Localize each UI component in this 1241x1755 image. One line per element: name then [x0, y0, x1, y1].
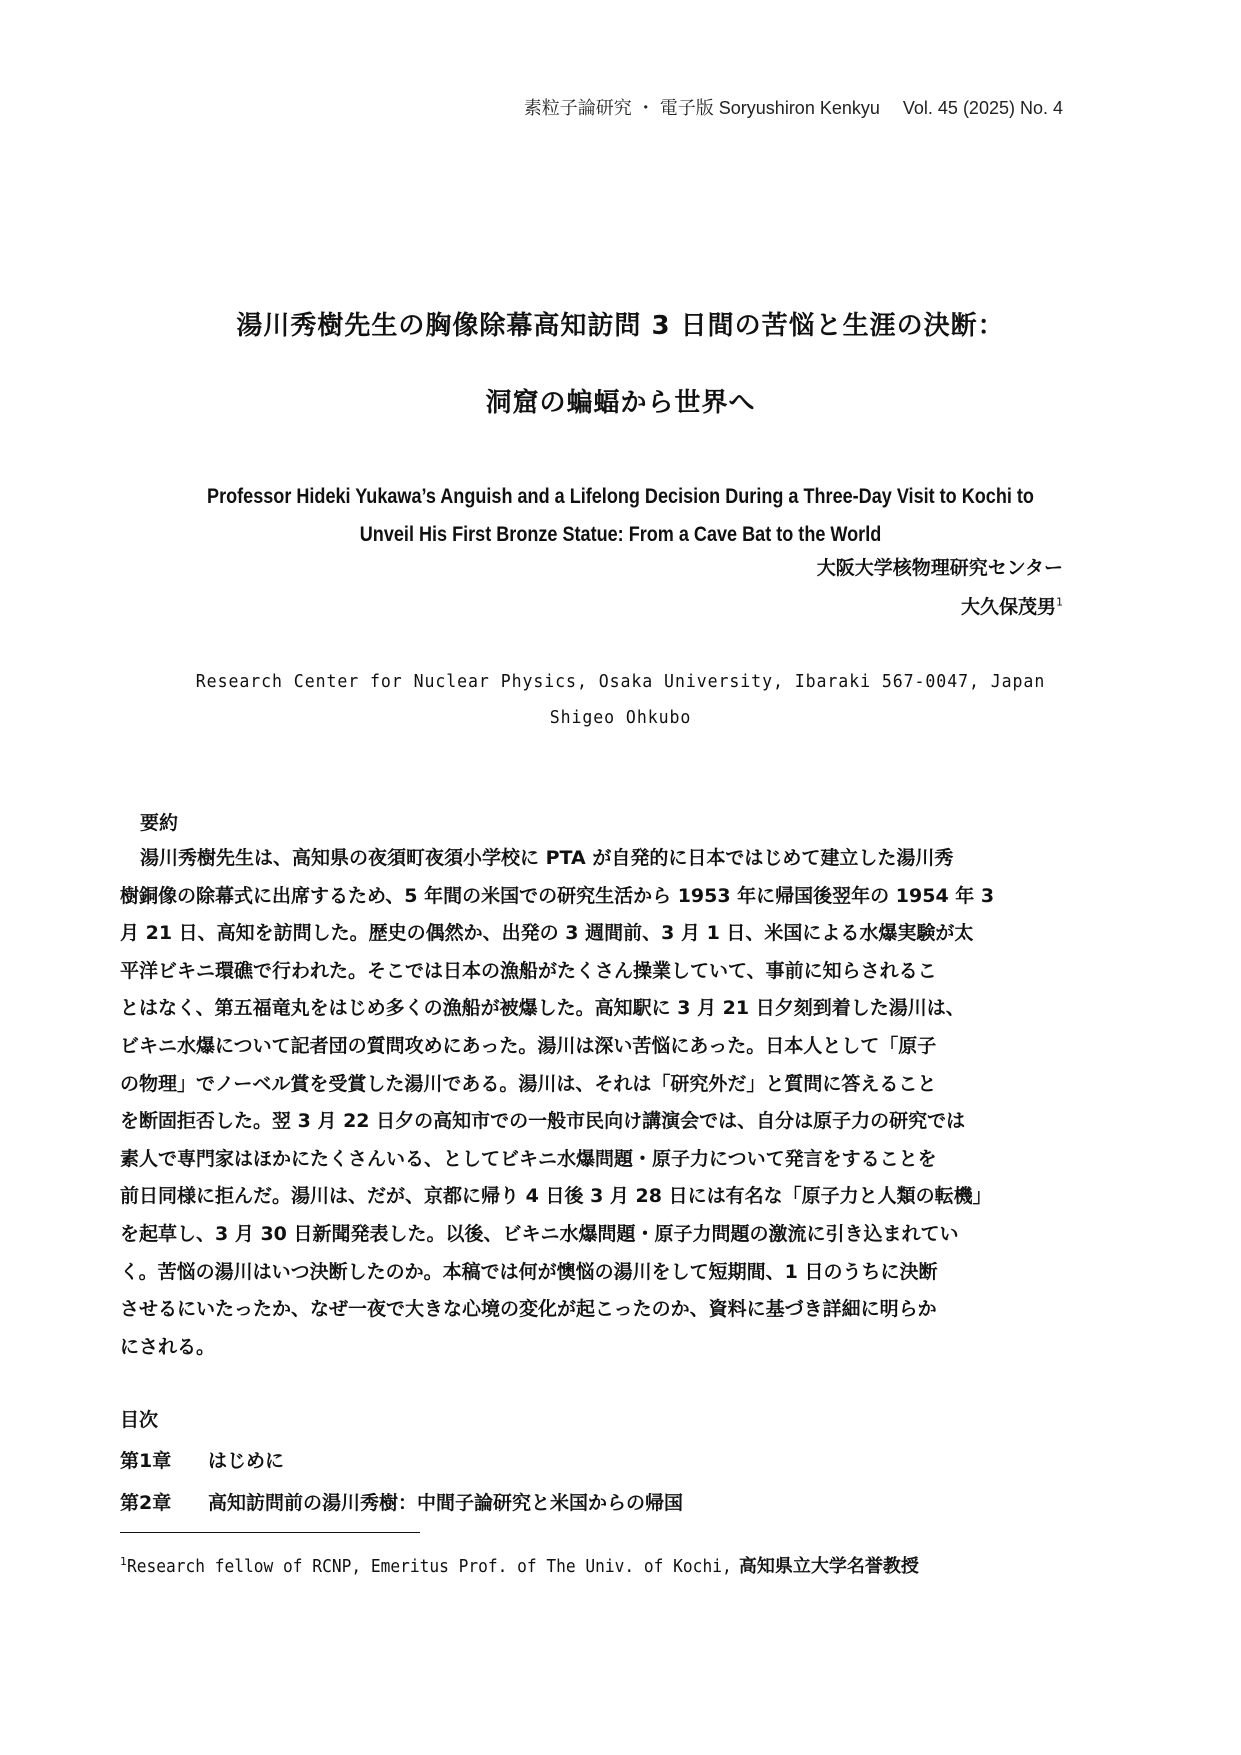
journal-volume: Vol. 45 (2025) No. 4: [902, 98, 1063, 118]
title-en: [156, 478, 1086, 554]
abstract-body: [120, 840, 1066, 1366]
abstract-line: 前日同様に拒んだ。湯川は、だが、京都に帰り 4 日後 3 月 28 日には有名な「原子力と人類の転機」: [120, 1185, 992, 1208]
toc-item-chapter-1[interactable]: [120, 1446, 284, 1473]
footnote-text-ja: 高知県立大学名誉教授: [738, 1556, 919, 1577]
footnote-mark: 1: [120, 1555, 127, 1568]
footnote-divider: [120, 1532, 420, 1533]
abstract-line: させるにいたったか、なぜ一夜で大きな心境の変化が起こったのか、資料に基づき詳細に明らか: [120, 1298, 937, 1321]
toc-chapter-title: はじめに: [208, 1450, 285, 1472]
abstract-line: 湯川秀樹先生は、高知県の夜須町夜須小学校に PTA が自発的に日本ではじめて建立した湯川秀: [140, 847, 954, 869]
title-ja-line-2: 洞窟の蝙蝠から世界へ: [485, 388, 756, 418]
affiliation-en: Research Center for Nuclear Physics, Osaka University, Ibaraki 567-0047, Japan: [195, 671, 1046, 692]
abstract-line: 月 21 日、高知を訪問した。歴史の偶然か、出発の 3 週間前、3 月 1 日、米国による水爆実験が太: [120, 922, 974, 945]
author-name-ja: 大久保茂男: [960, 596, 1056, 618]
title-ja-line-1: 湯川秀樹先生の胸像除幕高知訪問 3 日間の苦悩と生涯の決断：: [236, 311, 1005, 341]
footnote: [120, 1552, 919, 1578]
abstract-line: の物理」でノーベル賞を受賞した湯川である。湯川は、それは「研究外だ」と質問に答えること: [120, 1072, 937, 1095]
journal-name: 素粒子論研究 ・ 電子版 Soryushiron Kenkyu: [523, 98, 880, 118]
title-en-line-2: Unveil His First Bronze Statue: From a Cave Bat to the World: [359, 523, 882, 546]
affiliation-en-block: [50, 664, 1192, 736]
toc-heading: 目次: [120, 1409, 159, 1431]
running-header: [524, 94, 1063, 120]
abstract-line: 平洋ビキニ環礁で行われた。そこでは日本の漁船がたくさん操業していて、事前に知らされるこ: [120, 959, 937, 982]
abstract-line: く。苦悩の湯川はいつ決断したのか。本稿では何が懊悩の湯川をして短期間、1 日のうちに決断: [120, 1260, 938, 1283]
abstract-line: 樹銅像の除幕式に出席するため、5 年間の米国での研究生活から 1953 年に帰国後翌年の 1954 年 3: [120, 884, 995, 907]
affiliation-ja: 大阪大学核物理研究センター: [816, 557, 1063, 579]
abstract-line: を起草し、3 月 30 日新聞発表した。以後、ビキニ水爆問題・原子力問題の激流に引き込まれてい: [120, 1222, 959, 1245]
author-ja: [961, 592, 1063, 619]
abstract-line: ビキニ水爆について記者団の質問攻めにあった。湯川は深い苦悩にあった。日本人として「原子: [120, 1034, 937, 1057]
toc-chapter-number: 第2章: [120, 1492, 172, 1514]
abstract-line: 素人で専門家はほかにたくさんいる、としてビキニ水爆問題・原子力について発言をすることを: [120, 1147, 937, 1170]
abstract-line: を断固拒否した。翌 3 月 22 日夕の高知市での一般市民向け講演会では、自分は原子力の研究では: [120, 1110, 966, 1133]
toc-chapter-title: 高知訪問前の湯川秀樹：中間子論研究と米国からの帰国: [208, 1492, 684, 1514]
author-footnote-mark: 1: [1056, 595, 1063, 609]
abstract-heading: 要約: [140, 812, 179, 834]
abstract-line: にされる。: [120, 1335, 216, 1358]
author-name-en: Shigeo Ohkubo: [549, 707, 692, 728]
toc-item-chapter-2[interactable]: [120, 1488, 683, 1515]
toc-chapter-number: 第1章: [120, 1450, 172, 1472]
title-en-line-1: Professor Hideki Yukawa’s Anguish and a Lifelong Decision During a Three-Day Visit to Kochi to: [207, 485, 1034, 508]
footnote-text-en: Research fellow of RCNP, Emeritus Prof. of The Univ. of Kochi,: [127, 1556, 732, 1577]
abstract-line: とはなく、第五福竜丸をはじめ多くの漁船が被爆した。高知駅に 3 月 21 日夕刻到着した湯川は、: [120, 997, 965, 1020]
